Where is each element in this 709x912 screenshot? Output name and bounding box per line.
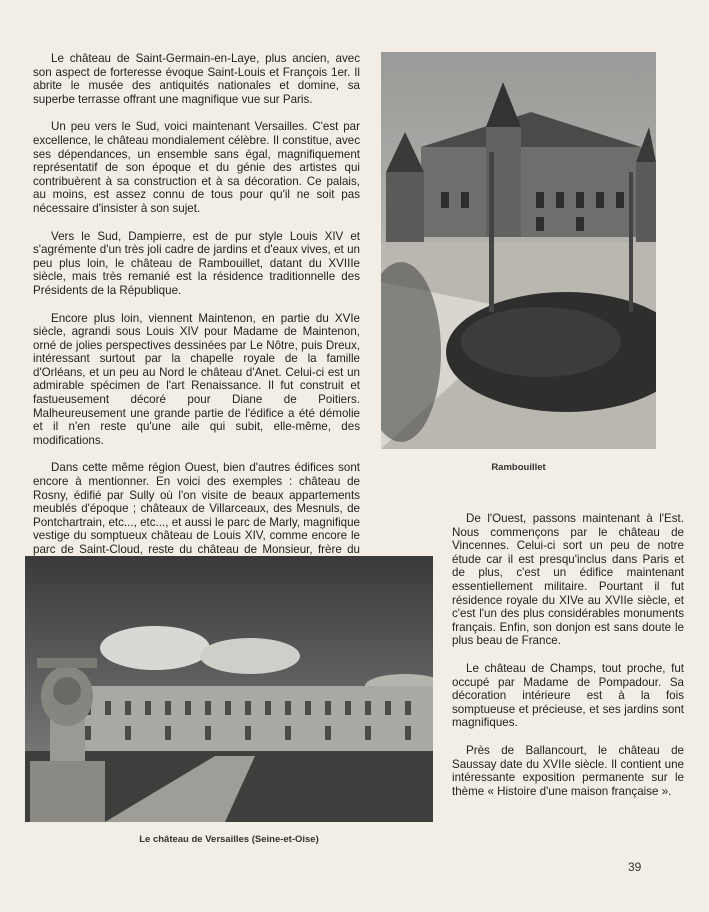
paragraph-saint-germain: Le château de Saint-Germain-en-Laye, plus ancien, avec son aspect de forteresse évoque Saint-Louis et François 1er. Il abrite le musée des antiquités nationales et domine, sa superbe terrasse offrant une magnifique vue sur Paris.	[33, 52, 360, 106]
page-number: 39	[628, 860, 642, 874]
rambouillet-photo	[381, 52, 656, 449]
paragraph-dampierre-rambouillet: Vers le Sud, Dampierre, est de pur style Louis XIV et s'agrémente d'un très joli cadre de jardins et d'eaux vives, et un peu plus loin, le château de Rambouillet, datant du XVIIIe siècle, mais très remanié est la résidence traditionnelle des Présidents de la République.	[33, 229, 360, 297]
versailles-photo	[25, 556, 433, 822]
paragraph-champs: Le château de Champs, tout proche, fut occupé par Madame de Pompadour. Sa décoration intérieure est à la fois somptueuse et précieuse, et ses jardins sont magnifiques.	[452, 661, 684, 730]
paragraph-maintenon-anet: Encore plus loin, viennent Maintenon, en partie du XVIe siècle, agrandi sous Louis XIV pour Madame de Maintenon, orné de jolies perspectives dessinées par Le Nôtre, puis Dreux, intéressant surtout par la chapelle royale de la famille d'Orléans, et un peu au Nord le château d'Anet. Celui-ci est un admirable spécimen de l'art Renaissance. Il fut construit et fastueusement décoré pour Diane de Poitiers. Malheureusement une grande partie de l'édifice a été démolie et il n'en reste qu'une aile qui subit, elle-même, des modifications.	[33, 311, 360, 447]
paragraph-region-ouest: Dans cette même région Ouest, bien d'autres édifices sont encore à mentionner. En voici des exemples : château de Rosny, édifié par Sully où l'on visite de beaux appartements meublés d'époque ; châteaux de Villarceaux, des Mesnuls, de Pontchartrain, etc..., etc..., et aussi le parc de Marly, magnifique vestige du somptueux château de Louis XIV, comme encore le parc de Saint-Cloud, reste du château de Monsieur, frère du	[33, 461, 360, 556]
paragraph-vincennes: De l'Ouest, passons maintenant à l'Est. Nous commençons par le château de Vincennes. Celui-ci sort un peu de notre étude car il est presqu'inclus dans Paris et de plus, c'est un édifice maintenant essentiellement militaire. Pourtant il fut résidence royale du XIVe au XVIIe siècle, et c'est l'un des plus considérables monuments français. Enfin, son donjon est sans doute le plus beau de France.	[452, 512, 684, 648]
left-text-column	[33, 52, 360, 584]
rambouillet-caption: Rambouillet	[491, 462, 546, 473]
versailles-caption: Le château de Versailles (Seine-et-Oise)	[139, 834, 319, 845]
paragraph-versailles: Un peu vers le Sud, voici maintenant Versailles. C'est par excellence, le château mondialement célèbre. Il constitue, avec ses dépendances, un ensemble sans égal, magnifiquement représentatif de son époque et du génie des artistes qui contribuèrent à sa construction et à sa décoration. Ce palais, au moins, est assez connu de tous pour qu'il ne soit pas nécessaire d'insister à son sujet.	[33, 120, 360, 215]
paragraph-saussay: Près de Ballancourt, le château de Saussay date du XVIIe siècle. Il contient une intéressante exposition permanente sur le thème « Histoire d'une maison française ».	[452, 743, 684, 798]
right-text-column	[452, 512, 684, 812]
